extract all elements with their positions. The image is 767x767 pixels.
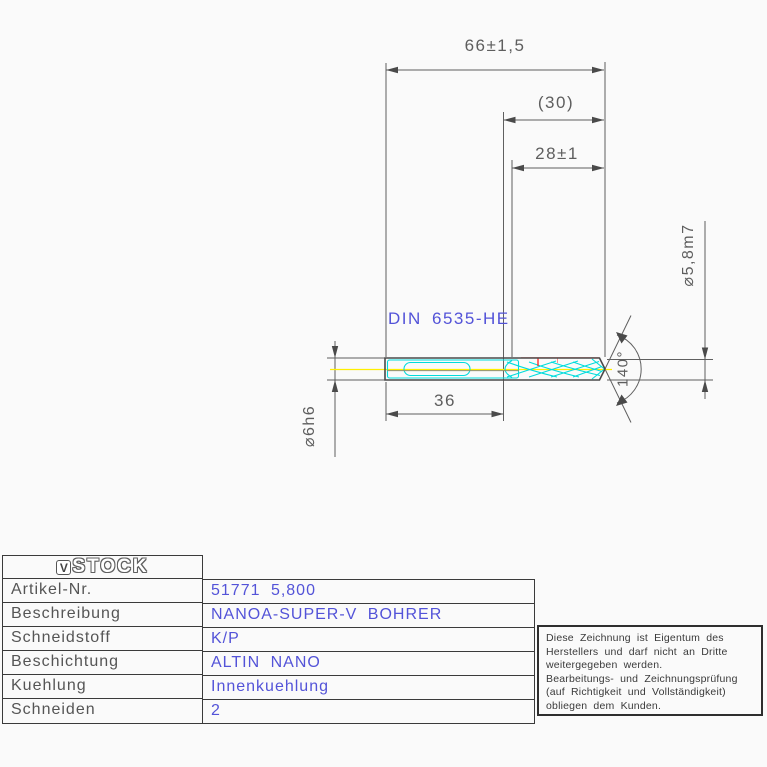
- drill-body: [330, 358, 612, 380]
- spec-table-values-column: [202, 579, 535, 724]
- v-badge-icon: V: [56, 560, 71, 575]
- spec-value-beschreibung: NANOA-SUPER-V BOHRER: [203, 604, 534, 628]
- din-standard-label: DIN 6535-HE: [388, 309, 510, 328]
- note-line: Diese Zeichnung ist Eigentum des: [546, 632, 724, 644]
- ownership-note-box: [537, 625, 763, 716]
- dimension-arrowheads: [332, 67, 708, 417]
- spec-value-kuehlung: Innenkuehlung: [203, 676, 534, 700]
- spec-label-artikel-nr: Artikel-Nr.: [3, 579, 202, 603]
- spec-table-labels-column: [2, 555, 203, 724]
- spec-label-beschreibung: Beschreibung: [3, 603, 202, 627]
- dim-overall-length-label: 66±1,5: [464, 36, 526, 55]
- spec-label-kuehlung: Kuehlung: [3, 675, 202, 699]
- dim-point-angle-label: 140°: [614, 349, 632, 388]
- note-line: Bearbeitungs- und Zeichnungsprüfung: [546, 672, 738, 685]
- dim-usable-length-label: 28±1: [535, 144, 579, 163]
- dim-shank-diameter-label: ⌀6h6: [301, 404, 318, 448]
- note-line: weitergegeben werden.: [546, 659, 663, 671]
- spec-value-beschichtung: ALTIN NANO: [203, 652, 534, 676]
- spec-label-schneidstoff: Schneidstoff: [3, 627, 202, 651]
- note-line: Herstellers und darf nicht an Dritte: [546, 645, 728, 658]
- spec-value-artikel-nr: 51771 5,800: [203, 580, 534, 604]
- spec-value-schneidstoff: K/P: [203, 628, 534, 652]
- stock-logo-text: STOCK: [72, 556, 149, 577]
- spec-label-beschichtung: Beschichtung: [3, 651, 202, 675]
- dim-flute-length-label: (30): [537, 93, 575, 112]
- stock-logo: [3, 556, 202, 579]
- note-line: (auf Richtigkeit und Vollständigkeit): [546, 686, 726, 698]
- dim-cutting-diameter-label: ⌀5,8m7: [680, 223, 697, 287]
- note-line: obliegen dem Kunden.: [546, 699, 662, 712]
- spec-label-schneiden: Schneiden: [11, 701, 96, 718]
- dim-clamping-length-label: 36: [434, 391, 456, 410]
- spec-value-schneiden: 2: [211, 702, 221, 719]
